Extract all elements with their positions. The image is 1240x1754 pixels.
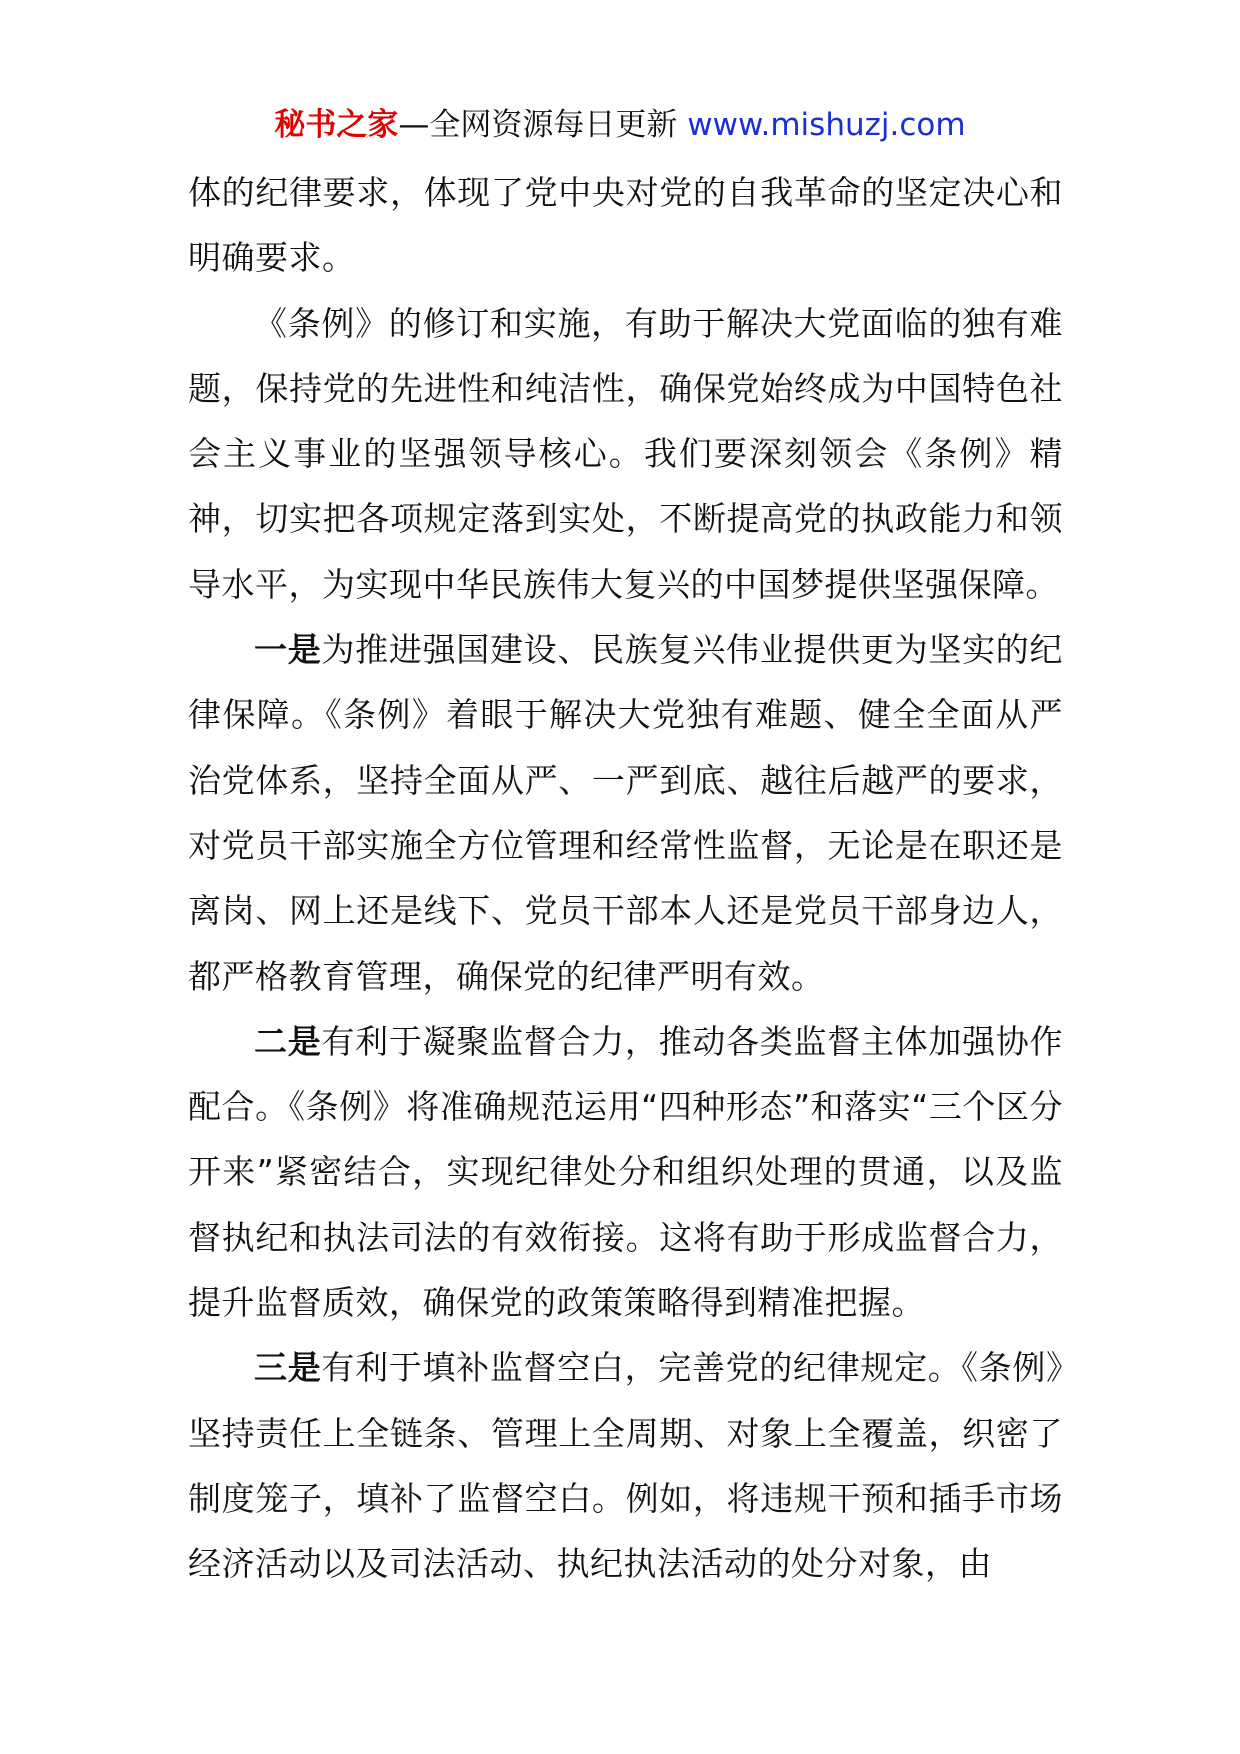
paragraph-text: 有利于凝聚监督合力，推动各类监督主体加强协作配合。《条例》将准确规范运用“四种形态”和落实“三个区分开来”紧密结合，实现纪律处分和组织处理的贯通，以及监督执纪和执法司法的有效衔接。这将有助于形成监督合力，提升监督质效，确保党的政策策略得到精准把握。	[188, 1021, 1064, 1323]
paragraph-lead: 二是	[254, 1021, 322, 1061]
paragraph-text: 有利于填补监督空白，完善党的纪律规定。《条例》坚持责任上全链条、管理上全周期、对象上全覆盖，织密了制度笼子，填补了监督空白。例如，将违规干预和插手市场经济活动以及司法活动、执纪执法活动的处分对象，由	[188, 1348, 1063, 1584]
paragraph-text: 为推进强国建设、民族复兴伟业提供更为坚实的纪律保障。《条例》着眼于解决大党独有难题、健全全面从严治党体系，坚持全面从严、一严到底、越往后越严的要求，对党员干部实施全方位管理和经常性监督，无论是在职还是离岗、网上还是线下、党员干部本人还是党员干部身边人，都严格教育管理，确保党的纪律严明有效。	[188, 630, 1064, 996]
header-brand: 秘书之家	[274, 107, 399, 143]
header-url-link[interactable]: www.mishuzj.com	[687, 107, 966, 143]
paragraph-point-three	[188, 1335, 1063, 1596]
paragraph-text: 《条例》的修订和实施，有助于解决大党面临的独有难题，保持党的先进性和纯洁性，确保党始终成为中国特色社会主义事业的坚强领导核心。我们要深刻领会《条例》精神，切实把各项规定落到实处，不断提高党的执政能力和领导水平，为实现中华民族伟大复兴的中国梦提供坚强保障。	[188, 303, 1063, 604]
paragraph-text: 体的纪律要求，体现了党中央对党的自我革命的坚定决心和明确要求。	[188, 173, 1063, 278]
paragraph-continuation	[188, 160, 1063, 291]
header-slogan: —全网资源每日更新	[398, 107, 688, 143]
document-body	[188, 160, 1063, 1597]
paragraph-regulation-intro	[188, 291, 1063, 617]
paragraph-lead: 一是	[254, 630, 322, 670]
paragraph-point-one	[188, 617, 1063, 1009]
paragraph-lead: 三是	[254, 1348, 322, 1388]
page-header	[0, 100, 1240, 150]
paragraph-point-two	[188, 1009, 1063, 1335]
